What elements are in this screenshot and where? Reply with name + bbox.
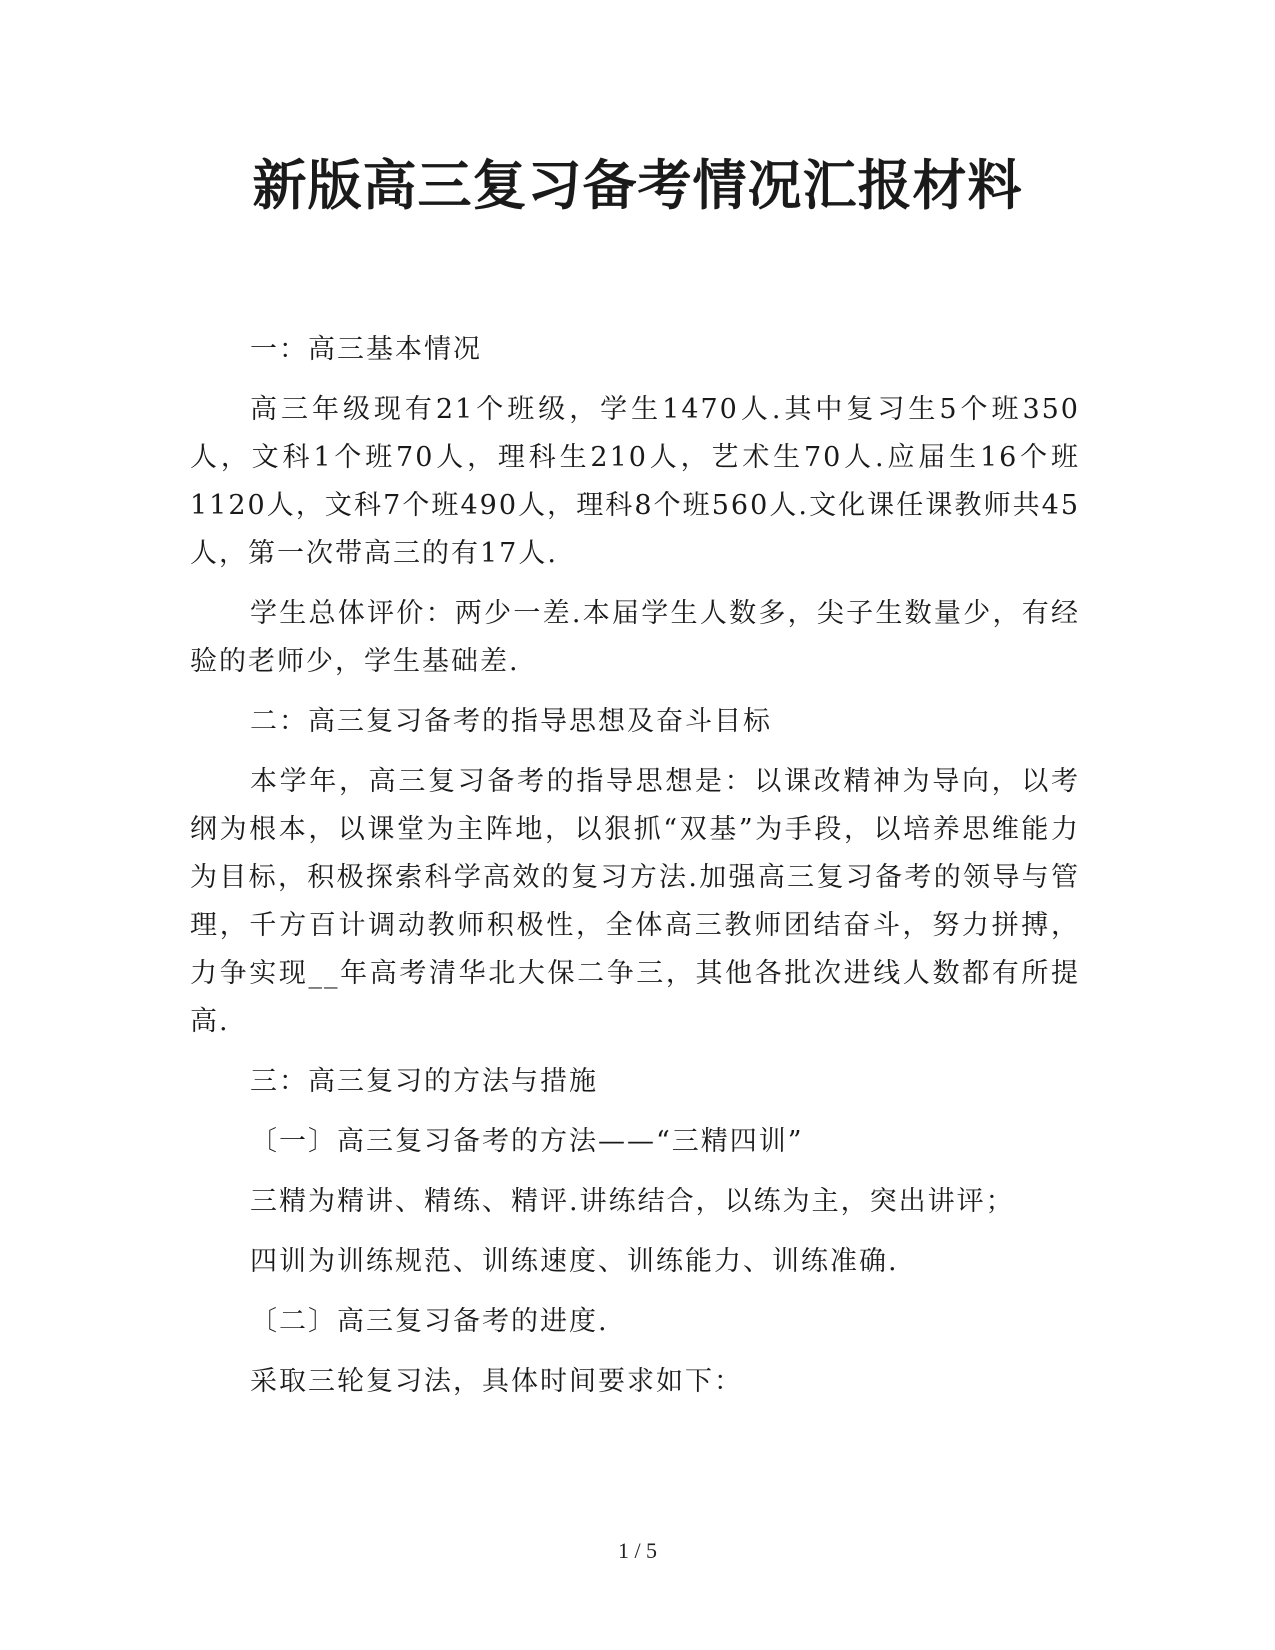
- section-heading-1: 一：高三基本情况: [250, 334, 482, 365]
- paragraph-three-precise: 三精为精讲、精练、精评.讲练结合，以练为主，突出讲评；: [250, 1186, 1015, 1217]
- subsection-heading-1: 〔一〕高三复习备考的方法——“三精四训”: [250, 1126, 804, 1157]
- section-heading-2: 二：高三复习备考的指导思想及奋斗目标: [250, 706, 772, 737]
- paragraph-basic-info: 高三年级现有21个班级，学生1470人.其中复习生5个班350人，文科1个班70人，理科生210人，艺术生70人.应届生16个班1120人，文科7个班490人，理科8个班560人.文化课任课教师共45人，第一次带高三的有17人.: [190, 394, 1080, 569]
- document-title: 新版高三复习备考情况汇报材料: [252, 153, 1023, 217]
- section-heading-3: 三：高三复习的方法与措施: [250, 1066, 598, 1097]
- paragraph-four-training: 四训为训练规范、训练速度、训练能力、训练准确.: [250, 1246, 899, 1277]
- paragraph-guiding-ideology: 本学年，高三复习备考的指导思想是：以课改精神为导向，以考纲为根本，以课堂为主阵地，以狠抓“双基”为手段，以培养思维能力为目标，积极探索科学高效的复习方法.加强高三复习备考的领导与管理，千方百计调动教师积极性，全体高三教师团结奋斗，努力拼搏，力争实现__年高考清华北大保二争三，其他各批次进线人数都有所提高.: [190, 766, 1080, 1037]
- paragraph-student-evaluation: 学生总体评价：两少一差.本届学生人数多，尖子生数量少，有经验的老师少，学生基础差.: [190, 598, 1080, 677]
- page-number: 1 / 5: [617, 1538, 658, 1563]
- paragraph-three-rounds: 采取三轮复习法，具体时间要求如下：: [250, 1366, 743, 1397]
- document-body: [190, 326, 1080, 1418]
- subsection-heading-2: 〔二〕高三复习备考的进度.: [250, 1306, 609, 1337]
